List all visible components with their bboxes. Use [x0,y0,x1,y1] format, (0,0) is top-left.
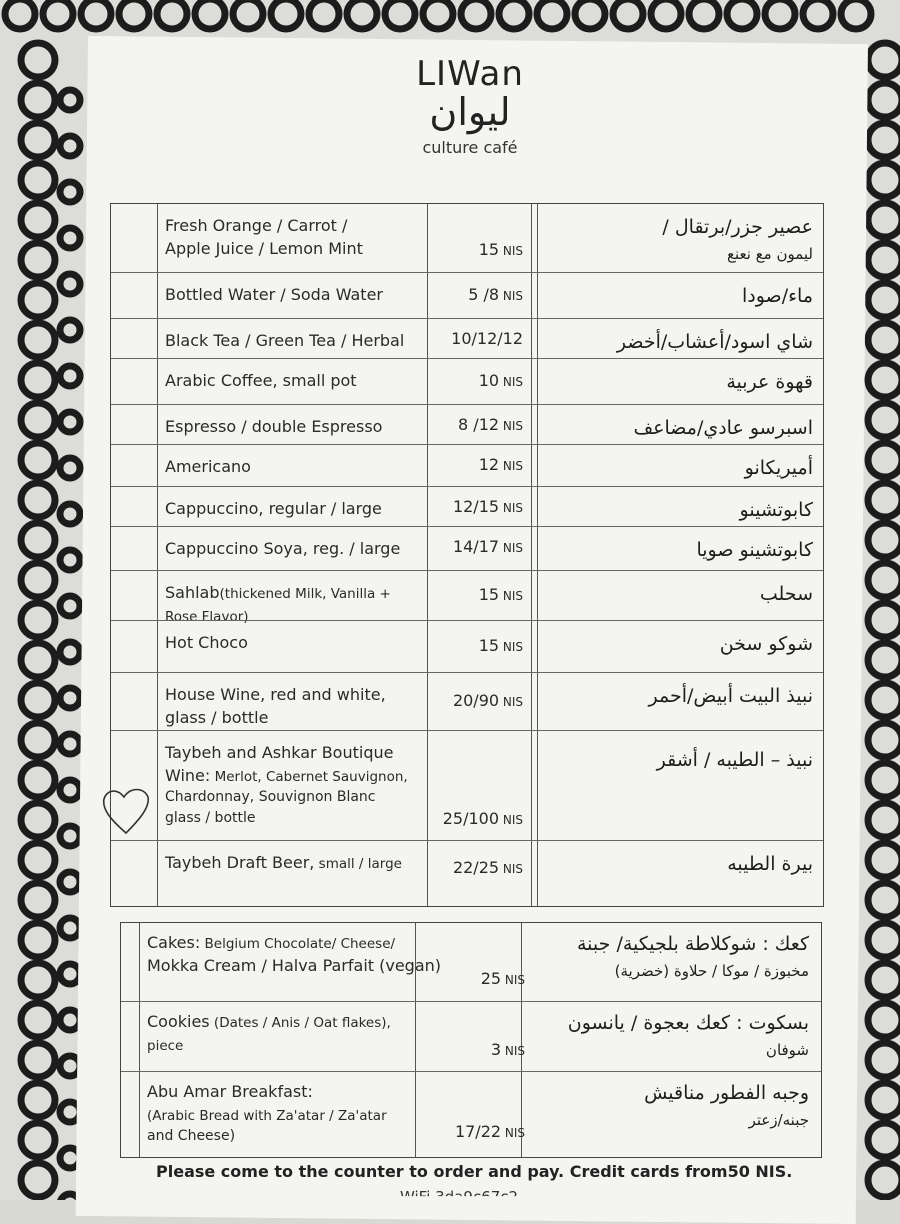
price-unit: NIS [499,862,523,876]
drinks-row [111,730,823,841]
item-name: Americano [165,457,251,476]
price-unit: NIS [499,459,523,473]
item-name-ar: كابوتشينو صويا [696,539,813,561]
item-name-ar-line2: مخبوزة / موكا / حلاوة (خضرية) [614,962,809,980]
item-name-ar: اسبرسو عادي/مضاعف [633,417,813,439]
item-name-ar-line2: جبنه/زعتر [748,1111,809,1129]
item-price [468,285,523,304]
price-value: 10 [478,371,500,390]
item-name-ar: وجبه الفطور مناقيش [644,1082,809,1104]
price-unit: NIS [501,973,525,987]
price-value: 5 /8 [468,285,500,304]
item-name-en [165,329,404,352]
item-price [455,1122,525,1141]
price-unit: NIS [499,813,523,827]
item-name-ar-line2: ليمون مع نعنع [726,245,813,263]
logo-name-en: LIWan [416,54,524,94]
item-name-en [165,741,393,764]
item-price [453,691,523,710]
drinks-row [111,358,823,405]
price-value: 22/25 [452,858,500,877]
food-row [121,1001,821,1072]
price-unit: NIS [499,640,523,654]
item-name: Hot Choco [165,633,248,652]
item-line2: piece [147,1038,184,1054]
drinks-row [111,318,823,359]
item-price [443,809,523,828]
price-value: 10/12/12 [451,329,523,348]
item-price [458,415,523,434]
logo [395,56,545,157]
price-value: 3 [490,1040,502,1059]
item-name-ar: كعك : شوكلاطة بلجيكية/ جبنة [577,933,809,955]
price-unit: NIS [499,419,523,433]
item-name: Taybeh Draft Beer, [165,853,315,872]
item-note: (Dates / Anis / Oat flakes), [209,1015,391,1031]
item-line2: Rose Flavor) [165,609,249,625]
item-name-en [147,931,395,956]
price-unit: NIS [499,589,523,603]
price-value: 8 /12 [458,415,500,434]
item-name: Black Tea / Green Tea / Herbal [165,331,405,350]
price-value: 17/22 [454,1122,502,1141]
price-value: 25 [480,969,502,988]
item-name-ar: كابوتشينو [739,499,813,521]
item-price [479,455,523,474]
item-line2: glass / bottle [165,708,269,727]
drinks-row [111,840,823,897]
item-name-en [165,537,400,560]
item-price [479,585,523,604]
drinks-row [111,570,823,625]
item-name-ar: سحلب [759,583,813,605]
item-name-ar: شاي اسود/أعشاب/أخضر [616,331,813,353]
item-name: Cappuccino, regular / large [165,499,382,518]
price-value: 20/90 [452,691,500,710]
price-value: 12/15 [452,497,500,516]
item-name: Taybeh and Ashkar Boutique [165,743,394,762]
item-name: Fresh Orange / Carrot / [165,216,348,235]
item-name-en [165,631,248,654]
item-name-en-line3: Chardonnay, Souvignon Blanc [165,789,376,805]
item-name-en [147,1080,313,1103]
drinks-row [111,444,823,487]
item-price [479,636,523,655]
item-name-en [165,214,347,237]
item-price [453,497,523,516]
item-line2: Apple Juice / Lemon Mint [165,239,363,258]
price-value: 15 [478,240,500,259]
item-name: Espresso / double Espresso [165,417,383,436]
item-name-en [165,415,382,438]
drinks-row [111,486,823,527]
food-row [121,1071,821,1154]
item-name-ar: بسكوت : كعك بعجوة / يانسون [567,1012,809,1034]
item-name-ar-line2: شوفان [765,1041,809,1059]
price-value: 14/17 [452,537,500,556]
price-unit: NIS [499,289,523,303]
item-name-en [165,683,386,706]
item-line2-note: Merlot, Cabernet Sauvignon, [210,769,408,785]
item-line2: Wine: [165,766,211,785]
item-price [453,858,523,877]
drinks-row [111,672,823,731]
drinks-row [111,404,823,445]
footer-note: Please come to the counter to order and pay. Credit cards from50 NIS. [156,1162,793,1181]
price-value: 15 [478,585,500,604]
item-name-en [165,581,391,606]
item-name-ar: ماء/صودا [742,285,813,307]
item-name-en-line2 [165,237,363,260]
drinks-table [110,203,824,907]
item-name-ar: عصير جزر/برتقال / [662,216,813,238]
item-line2: (Arabic Bread with Za'atar / Za'atar [147,1108,387,1124]
drinks-row [111,204,823,272]
item-name: Bottled Water / Soda Water [165,285,383,304]
item-name-en [147,1010,391,1035]
item-name-ar: نبيذ – الطيبه / أشقر [656,749,813,771]
item-name-ar: نبيذ البيت أبيض/أحمر [648,685,813,707]
food-row [121,923,821,1001]
item-name-ar: أميريكانو [744,457,813,479]
item-line2: Mokka Cream / Halva Parfait (vegan) [147,956,442,975]
item-name-en [165,369,357,392]
item-name-en-line2 [165,706,268,729]
food-table [120,922,822,1158]
drinks-row [111,526,823,571]
price-unit: NIS [499,375,523,389]
item-name-en [165,283,383,306]
item-note: Belgium Chocolate/ Cheese/ [200,936,396,952]
price-unit: NIS [501,1044,525,1058]
price-unit: NIS [501,1126,525,1140]
heart-doodle-icon [100,785,152,837]
price-unit: NIS [499,244,523,258]
item-price [451,329,523,348]
item-note: small / large [314,856,402,872]
item-name-en [165,455,251,478]
price-unit: NIS [499,695,523,709]
item-name-ar: قهوة عربية [726,371,813,393]
item-name-en-line2 [147,1033,183,1058]
item-name-en-line2 [147,954,441,977]
item-name-ar: شوكو سخن [719,633,813,655]
item-price [453,537,523,556]
drinks-row [111,272,823,319]
price-value: 12 [478,455,500,474]
item-name: Arabic Coffee, small pot [165,371,357,390]
item-price [481,969,525,988]
item-name-en-line3: and Cheese) [147,1128,236,1144]
item-name-ar: بيرة الطيبه [727,853,813,875]
item-name: Cookies [147,1012,210,1031]
price-unit: NIS [499,501,523,515]
price-value: 25/100 [442,809,500,828]
logo-name-ar: ليوان [429,90,511,134]
item-name: Cakes: [147,933,201,952]
item-price [491,1040,525,1059]
item-name: House Wine, red and white, [165,685,386,704]
item-name: Abu Amar Breakfast: [147,1082,313,1101]
price-unit: NIS [499,541,523,555]
logo-subtitle: culture café [422,138,518,157]
item-name-en-line4: glass / bottle [165,810,256,826]
item-price [479,240,523,259]
item-note: (thickened Milk, Vanilla + [219,586,391,602]
item-price [479,371,523,390]
item-name: Sahlab [165,583,220,602]
item-name-en [165,851,402,876]
item-name: Cappuccino Soya, reg. / large [165,539,401,558]
item-name-en [165,497,382,520]
price-value: 15 [478,636,500,655]
drinks-row [111,620,823,673]
